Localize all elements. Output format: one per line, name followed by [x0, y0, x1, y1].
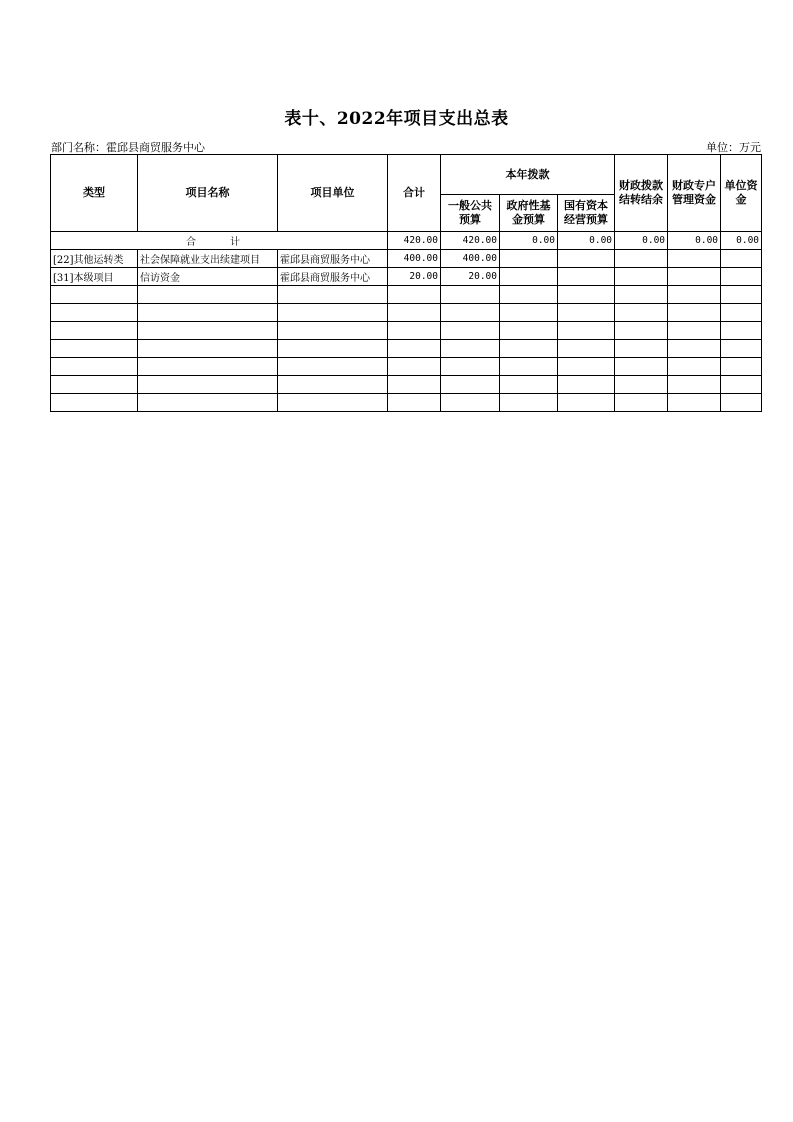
total-special-mgmt: 0.00 — [668, 232, 721, 250]
empty-row — [51, 394, 762, 412]
empty-row — [51, 322, 762, 340]
row-project-unit: 霍邱县商贸服务中心 — [278, 250, 388, 268]
header-gov-fund: 政府性基金预算 — [500, 195, 558, 232]
header-total: 合计 — [388, 155, 441, 232]
header-project-unit: 项目单位 — [278, 155, 388, 232]
project-expenditure-table — [50, 154, 762, 412]
empty-row — [51, 358, 762, 376]
header-current-year: 本年拨款 — [441, 155, 615, 195]
table-row — [51, 250, 762, 268]
empty-row — [51, 376, 762, 394]
empty-row — [51, 304, 762, 322]
total-general-budget: 420.00 — [441, 232, 500, 250]
header-type: 类型 — [51, 155, 138, 232]
row-total: 400.00 — [388, 250, 441, 268]
total-row — [51, 232, 762, 250]
row-project-unit: 霍邱县商贸服务中心 — [278, 268, 388, 286]
empty-row — [51, 286, 762, 304]
header-unit-funds: 单位资金 — [721, 155, 762, 232]
header-carryover: 财政拨款结转结余 — [615, 155, 668, 232]
row-type: [22]其他运转类 — [51, 250, 138, 268]
table-row — [51, 268, 762, 286]
total-carryover: 0.00 — [615, 232, 668, 250]
total-state-capital: 0.00 — [558, 232, 615, 250]
row-project-name: 社会保障就业支出续建项目 — [138, 250, 278, 268]
total-cell: 420.00 — [388, 232, 441, 250]
unit-label: 单位：万元 — [706, 141, 761, 154]
total-unit-funds: 0.00 — [721, 232, 762, 250]
row-general-budget: 400.00 — [441, 250, 500, 268]
header-state-capital: 国有资本经营预算 — [558, 195, 615, 232]
header-special-mgmt: 财政专户管理资金 — [668, 155, 721, 232]
row-project-name: 信访资金 — [138, 268, 278, 286]
department-label: 部门名称：霍邱县商贸服务中心 — [51, 141, 205, 154]
row-general-budget: 20.00 — [441, 268, 500, 286]
page-title: 表十、2022年项目支出总表 — [284, 109, 509, 129]
row-type: [31]本级项目 — [51, 268, 138, 286]
header-project-name: 项目名称 — [138, 155, 278, 232]
header-general-budget: 一般公共预算 — [441, 195, 500, 232]
empty-row — [51, 340, 762, 358]
total-gov-fund: 0.00 — [500, 232, 558, 250]
total-label: 合 计 — [51, 232, 388, 250]
row-total: 20.00 — [388, 268, 441, 286]
